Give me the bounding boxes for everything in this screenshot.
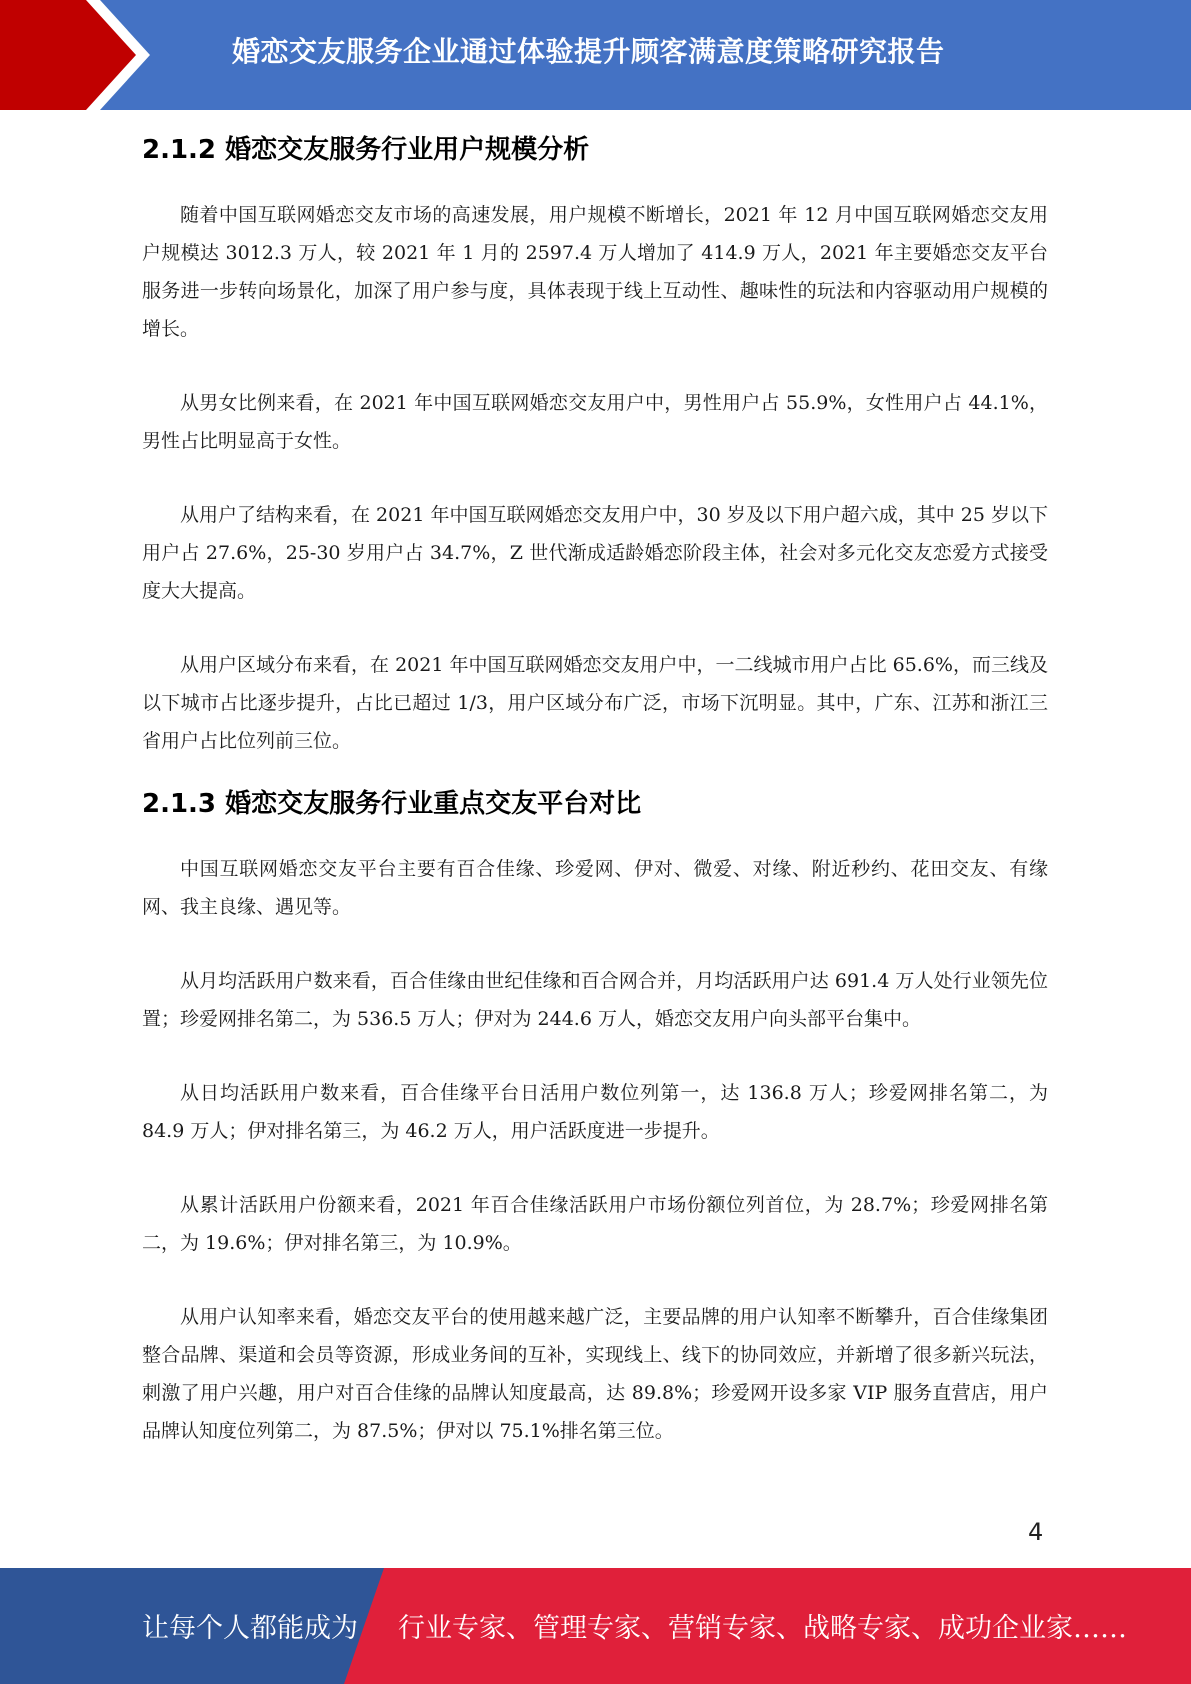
- paragraph: 从累计活跃用户份额来看，2021 年百合佳缘活跃用户市场份额位列首位，为 28.7%；珍爱网排名第二，为 19.6%；伊对排名第三，为 10.9%。: [142, 1194, 1048, 1254]
- paragraph: 从用户区域分布来看，在 2021 年中国互联网婚恋交友用户中，一二线城市用户占比 65.6%，而三线及以下城市占比逐步提升，占比已超过 1/3，用户区域分布广泛，市场下沉明显。其中，广东、江苏和浙江三省用户占比位列前三位。: [142, 654, 1048, 752]
- document-body: [142, 128, 1048, 1486]
- paragraph: 从月均活跃用户数来看，百合佳缘由世纪佳缘和百合网合并，月均活跃用户达 691.4 万人处行业领先位置；珍爱网排名第二，为 536.5 万人；伊对为 244.6 万人，婚恋交友用户向头部平台集中。: [142, 970, 1048, 1030]
- page-header: [0, 0, 1191, 110]
- paragraph: 从日均活跃用户数来看，百合佳缘平台日活用户数位列第一，达 136.8 万人；珍爱网排名第二，为 84.9 万人；伊对排名第三，为 46.2 万人，用户活跃度进一步提升。: [142, 1082, 1048, 1142]
- section-user-scale: [142, 128, 1048, 760]
- paragraph: 从用户认知率来看，婚恋交友平台的使用越来越广泛，主要品牌的用户认知率不断攀升，百合佳缘集团整合品牌、渠道和会员等资源，形成业务间的互补，实现线上、线下的协同效应，并新增了很多新兴玩法，刺激了用户兴趣，用户对百合佳缘的品牌认知度最高，达 89.8%；珍爱网开设多家 VIP 服务直营店，用户品牌认知度位列第二，为 87.5%；伊对以 75.1%排名第三位。: [142, 1306, 1048, 1442]
- section-heading: 2.1.2 婚恋交友服务行业用户规模分析: [142, 135, 590, 165]
- page-number: 4: [1028, 1518, 1044, 1546]
- page-footer: [0, 1568, 1191, 1684]
- paragraph: 从男女比例来看，在 2021 年中国互联网婚恋交友用户中，男性用户占 55.9%，女性用户占 44.1%，男性占比明显高于女性。: [142, 392, 1048, 452]
- paragraph: 从用户了结构来看，在 2021 年中国互联网婚恋交友用户中，30 岁及以下用户超六成，其中 25 岁以下用户占 27.6%，25-30 岁用户占 34.7%，Z 世代渐成适龄婚恋阶段主体，社会对多元化交友恋爱方式接受度大大提高。: [142, 504, 1048, 602]
- header-title: 婚恋交友服务企业通过体验提升顾客满意度策略研究报告: [232, 35, 945, 68]
- section-heading: 2.1.3 婚恋交友服务行业重点交友平台对比: [142, 789, 642, 819]
- footer-slogan-left: 让每个人都能成为: [142, 1613, 358, 1644]
- footer-slogan-right: 行业专家、管理专家、营销专家、战略专家、成功企业家……: [398, 1613, 1127, 1644]
- paragraph: 中国互联网婚恋交友平台主要有百合佳缘、珍爱网、伊对、微爱、对缘、附近秒约、花田交友、有缘网、我主良缘、遇见等。: [142, 858, 1048, 918]
- section-platform-comparison: [142, 782, 1048, 1450]
- paragraph: 随着中国互联网婚恋交友市场的高速发展，用户规模不断增长，2021 年 12 月中国互联网婚恋交友用户规模达 3012.3 万人，较 2021 年 1 月的 2597.4 万人增加了 414.9 万人，2021 年主要婚恋交友平台服务进一步转向场景化，加深了用户参与度，具体表现于线上互动性、趣味性的玩法和内容驱动用户规模的增长。: [142, 204, 1048, 340]
